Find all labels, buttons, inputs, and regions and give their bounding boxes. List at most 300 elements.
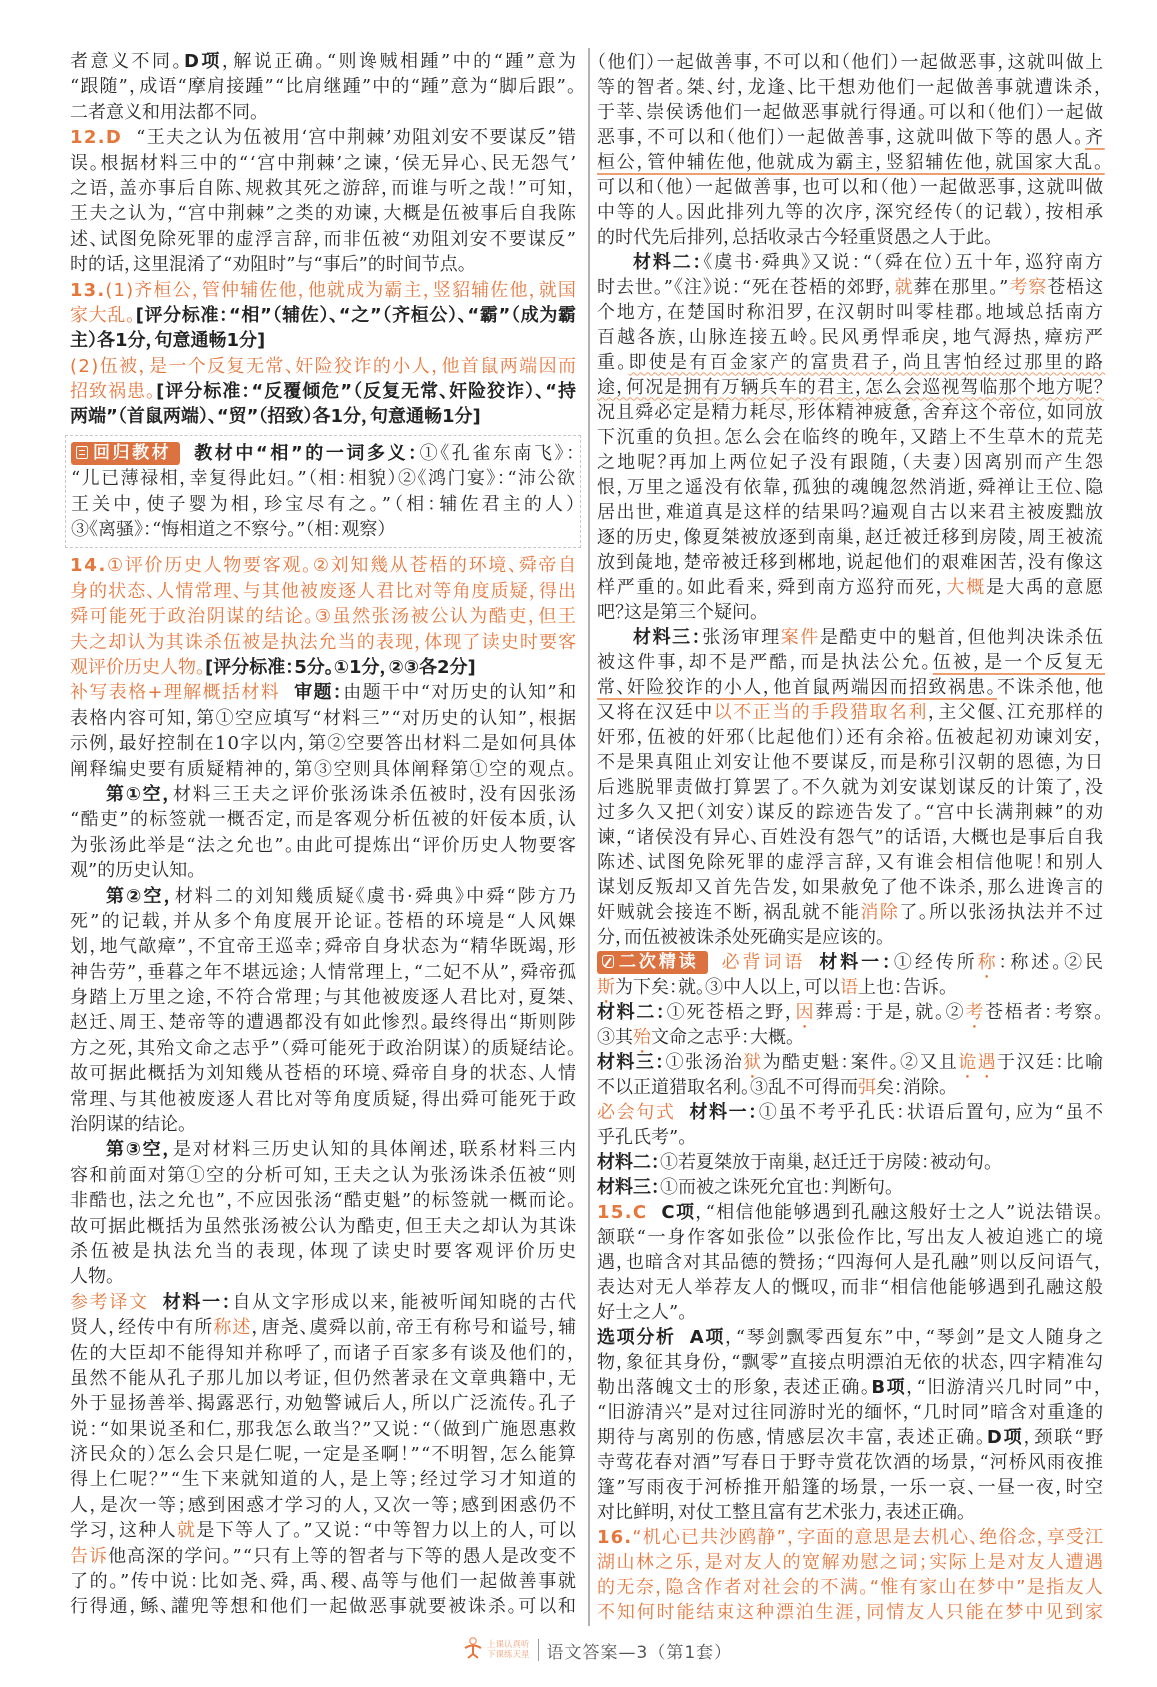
text-run: 为下矣：就。③中人以上，可以	[615, 976, 840, 998]
line-content	[71, 468, 576, 489]
text-line	[70, 909, 579, 934]
line-content	[106, 784, 578, 805]
textbook-review-box	[65, 435, 581, 549]
line-content	[597, 77, 1105, 98]
text-run: 表格内容可知，第①空应填写“材料三”“对历史的认知”，根据	[70, 707, 578, 729]
text-run: 是大禹的意愿	[986, 576, 1105, 598]
line-content	[70, 1343, 577, 1364]
line-content	[70, 936, 577, 957]
text-line	[597, 550, 1103, 575]
translation-block	[597, 50, 1106, 950]
highlighted-text: 观评价历史人物。	[70, 656, 205, 678]
highlighted-text: 必背词语	[721, 951, 806, 973]
line-content	[70, 1216, 577, 1237]
textbook-icon	[76, 446, 88, 459]
text-line	[70, 1137, 576, 1162]
line-content	[70, 1292, 578, 1313]
text-run: 篷”写雨夜于河桥推开船篷的场景，一乐一哀、一昼一夜，时空	[597, 1476, 1105, 1498]
text-run: 中等的人。因此排列九等的次序，深究经传（的记载），按相承	[597, 201, 1105, 223]
text-run: 况且舜必定是精力耗尽，形体精神疲惫，舍弃这个帝位，如同放	[597, 401, 1104, 423]
highlighted-text: 湖山林之乐，是对友人的宽解劝慰之词；实际上是对友人遭遇	[597, 1551, 1105, 1573]
line-content	[70, 987, 577, 1008]
line-content	[597, 452, 1105, 473]
line-content	[597, 1427, 1105, 1448]
line-content	[597, 952, 1106, 973]
line-content	[71, 494, 578, 515]
line-content	[70, 1469, 578, 1490]
answer-block	[70, 49, 579, 430]
text-run: ①而被之诛死允宜也：判断句。	[660, 1176, 894, 1198]
line-content	[597, 127, 1105, 148]
text-line	[70, 404, 576, 429]
column-divider	[588, 48, 590, 1626]
text-run: 逐的历史，像夏桀被放逐到南巢，赵迁被迁移到房陵，周王被流	[597, 526, 1104, 548]
text-line	[597, 575, 1103, 600]
bold-label: 材料三：	[633, 626, 703, 648]
line-content	[597, 702, 1104, 723]
text-line	[70, 1569, 576, 1594]
highlighted-text: (2)伍被，是一个反复无常、奸险狡诈的小人，他首鼠两端因而	[70, 355, 578, 377]
line-content	[70, 1317, 577, 1338]
text-line	[71, 492, 579, 517]
text-line	[70, 1163, 576, 1188]
text-line	[597, 275, 1103, 300]
line-content	[71, 519, 386, 540]
text-run: 下沉重的负担。怎么会在临终的晚年，又踏上不生草木的荒芜	[597, 426, 1105, 448]
text-line	[597, 225, 1103, 250]
text-line	[70, 74, 576, 99]
text-line	[70, 1391, 576, 1416]
highlighted-text: 就	[177, 1520, 197, 1542]
text-line	[597, 950, 1106, 975]
line-content	[70, 1012, 577, 1033]
bold-label: 材料一：	[819, 951, 894, 973]
text-run: 恨，万里之遥没有依靠，孤独的魂魄忽然消逝，舜禅让王位、隐	[597, 476, 1105, 498]
line-content	[597, 527, 1104, 548]
text-line	[597, 200, 1103, 225]
highlighted-text: 不知何时能结束这种漂泊生涯，同情友人只能在梦中见到家	[597, 1601, 1105, 1623]
slogan-line: 上课认真听	[487, 1640, 530, 1650]
text-line	[70, 1188, 576, 1213]
text-run: 《虞书·舜典》又说：“（舜在位）五十年，巡狩南方	[703, 251, 1105, 273]
text-run: 于汉廷：比喻	[997, 1051, 1105, 1073]
line-content	[70, 356, 577, 377]
text-line	[597, 1375, 1103, 1400]
line-content	[70, 657, 476, 678]
text-run: ，“旧游清兴几时同”中，	[906, 1376, 1105, 1398]
text-run: 恶事，不可以和（他们）一起做善事，这就叫做下等的愚人。	[597, 126, 1085, 148]
bold-label: 教材中“相”的一词多义：	[194, 442, 420, 464]
text-run: 可以和（他）一起做善事，也可以和（他）一起做恶事，这就叫做	[597, 176, 1105, 198]
text-run: 阐释编史要有质疑精神的，第③空则具体阐释第①空的观点。	[70, 758, 578, 780]
text-line	[597, 1275, 1103, 1300]
text-run: ，主父偃、江充那样的	[927, 701, 1105, 723]
line-content	[70, 555, 578, 576]
text-run: 划，地气歊瘴”，不宜帝王巡幸；舜帝自身状态为“精华既竭，形	[70, 936, 578, 958]
text-line	[597, 900, 1103, 925]
text-run: ，“相信他能够遇到孔融这般好士之人”说法错误。	[695, 1201, 1105, 1223]
highlighted-text: 考察	[1009, 276, 1048, 298]
text-line	[597, 175, 1103, 200]
text-line	[597, 525, 1103, 550]
line-content	[70, 835, 577, 856]
text-run: ，“琴剑飘零西复东”中，“琴剑”是文人随身之	[725, 1326, 1105, 1348]
text-run: 好士之人”。	[597, 1301, 688, 1323]
text-run: 陈述、试图免除死罪的虚浮言辞，又有谁会相信他呢！和别人	[597, 851, 1105, 873]
line-content	[70, 860, 196, 881]
line-content	[597, 327, 1105, 348]
line-content	[70, 1114, 187, 1135]
bold-label: 材料一：	[689, 1101, 759, 1123]
text-line	[597, 1025, 1103, 1050]
text-line	[70, 884, 579, 909]
text-line	[597, 1125, 1103, 1150]
line-content	[70, 381, 577, 402]
text-line	[70, 1341, 576, 1366]
question-number: 14.	[70, 555, 107, 577]
text-line	[597, 500, 1103, 525]
text-run: 赵迁、周王、楚帝等的遭遇都没有如此惨烈。最终得出“斯则陟	[70, 1012, 578, 1034]
line-content	[597, 1577, 1104, 1598]
text-run: 材料二的刘知幾质疑《虞书·舜典》中舜“陟方乃	[174, 885, 579, 907]
text-run: 葬焉：于是，就。②	[815, 1001, 966, 1023]
key-points-block	[597, 950, 1106, 1200]
text-run: ①若夏桀放于南巢，赵迁迁于房陵：被动句。	[660, 1151, 993, 1173]
text-run: 神告劳”，垂暮之年不堪远途；人情常理上，“二妃不从”，舜帝孤	[70, 961, 578, 983]
text-line	[597, 1450, 1103, 1475]
key-word: 语	[840, 976, 858, 998]
line-content	[70, 809, 577, 830]
text-line	[71, 466, 575, 491]
text-line	[597, 1325, 1103, 1350]
text-line	[597, 625, 1103, 650]
line-content	[597, 777, 1104, 798]
bold-label: 材料一：	[162, 1291, 233, 1313]
text-line	[597, 325, 1106, 350]
section-badge	[597, 951, 708, 974]
text-run: 不诛杀他，他	[997, 676, 1105, 698]
text-line	[597, 850, 1103, 875]
text-line	[70, 100, 576, 125]
line-content	[597, 827, 1104, 848]
line-content	[70, 153, 578, 174]
text-line	[70, 176, 576, 201]
text-line	[70, 1061, 576, 1086]
badge-label: 二次精读	[619, 951, 699, 972]
text-run: 颔联“一身作客如张俭”以张俭作比，写出友人被迫逃亡的境	[597, 1226, 1105, 1248]
line-content	[70, 1190, 577, 1211]
page-footer	[462, 1636, 732, 1664]
text-run: 时去世。”《注》说：“死在苍梧的郊野，	[597, 276, 895, 298]
text-run: “酷吏”的标签就一概否定，而是客观分析伍被的奸佞本质，认	[70, 809, 578, 831]
highlighted-text: 身的状态、人情常理、与其他被废逐人君比对等角度质疑，得出	[70, 580, 577, 602]
highlighted-text: 告诉	[70, 1545, 109, 1567]
bold-label: 材料三：	[597, 1176, 660, 1198]
text-run: 对比鲜明，对仗工整且富有艺术张力，表述正确。	[597, 1501, 966, 1523]
text-run: 百越各族，山脉连接五岭。民风勇悍乖戾，地气溽热，瘴疠严	[597, 326, 1106, 348]
text-line	[70, 1010, 576, 1035]
line-content	[597, 977, 948, 998]
line-content	[70, 305, 577, 326]
text-line	[70, 706, 576, 731]
text-line	[70, 1315, 576, 1340]
text-run: 杀伍被是执法允当的表现，体现了读史时要客观评价历史	[70, 1240, 579, 1262]
text-line	[597, 725, 1103, 750]
text-line	[597, 1600, 1103, 1625]
text-line	[71, 441, 578, 466]
line-content	[597, 877, 1104, 898]
text-run: 时的话，这里混淆了“劝阻时”与“事后”的时间节点。	[70, 254, 467, 276]
text-run: 了。所以张汤执法并不过	[899, 901, 1105, 923]
text-line	[70, 379, 576, 404]
text-line	[70, 1493, 576, 1518]
text-line	[597, 425, 1103, 450]
text-line	[70, 782, 576, 807]
text-line	[70, 680, 576, 705]
text-line	[70, 1518, 576, 1543]
text-run: 学习，这种人	[70, 1520, 178, 1542]
highlighted-text: “机心已共沙鸥静”，字面的意思是去机心、绝俗念，享受江	[632, 1526, 1105, 1548]
line-content	[70, 178, 577, 199]
left-column	[70, 49, 579, 1620]
bold-label: [评分标准：5分。①1分，②③各2分]	[205, 656, 476, 678]
text-run: 于莘、崇侯诱他们一起做恶事就行得通。可以和（他们）一起做	[597, 101, 1105, 123]
text-run: ，颈联“野	[1023, 1426, 1105, 1448]
line-content	[597, 502, 1104, 523]
highlighted-text: 称述	[213, 1317, 252, 1339]
text-run: 故可据此概括为虽然张汤被公认为酷吏，但王夫之却认为其诛	[70, 1215, 578, 1237]
text-run: ：称述。②民	[998, 951, 1106, 973]
line-content	[597, 1302, 687, 1323]
text-line	[70, 858, 576, 883]
line-content	[106, 886, 578, 907]
text-run: 得上仁呢？”“生下来就知道的人，是上等；经过学习才知道的	[70, 1469, 578, 1491]
footer-separator	[538, 1639, 539, 1661]
line-content	[597, 402, 1104, 423]
text-run: 王关中，使子婴为相，珍宝尽有之。”（相：辅佐君主的人）	[71, 493, 579, 515]
text-line	[70, 1239, 579, 1264]
line-content	[70, 1444, 577, 1465]
key-word: 因	[795, 1001, 816, 1023]
text-run: 人物。	[70, 1266, 115, 1288]
text-run: 自从文字形成以来，能被听闻知晓的古代	[232, 1291, 578, 1313]
text-run: 方之死，其殆文命之志乎”（舜可能死于政治阴谋）的质疑结论。	[70, 1037, 578, 1059]
text-run: 苍梧者：考察。	[985, 1001, 1105, 1023]
bold-label: 第①空，	[106, 783, 174, 805]
line-content	[70, 606, 577, 627]
line-content	[70, 254, 467, 275]
line-content	[597, 1552, 1104, 1573]
underlined-text: 常、奸险狡诈的小人，他首鼠两端因而招致祸患。	[597, 676, 998, 698]
key-word: 斯	[597, 976, 615, 998]
text-run: 王夫之认为，“宫中荆棘”之类的劝谏，大概是伍被事后自我陈	[70, 203, 578, 225]
text-run: 说：“如果说圣和仁，那我怎么敢当？”又说：“（做到广施恩惠救	[70, 1418, 578, 1440]
text-line	[70, 1290, 576, 1315]
text-run: 又将在汉廷中	[597, 701, 714, 723]
right-column	[597, 50, 1106, 1625]
text-run: ①经传所	[893, 951, 978, 973]
bold-label: C项	[661, 1201, 696, 1223]
line-content	[597, 1027, 795, 1048]
text-run: 的时代先后排列，总括收录古今轻重贤愚之人于此。	[597, 226, 993, 248]
text-run: 个地方，在楚国时称汨罗，在汉朝时叫零桂郡。地域总括南方	[597, 301, 1105, 323]
line-content	[70, 1596, 578, 1617]
wavy-underlined-text: 途，何况是拥有万辆兵车的君主，怎么会巡视驾临那个地方呢？	[597, 376, 1104, 398]
text-run: 由题干中“对历史的认知”和	[343, 682, 578, 704]
line-content	[597, 52, 1104, 73]
text-run: 样严重的。如此看来，舜到南方巡狩而死，	[597, 576, 947, 598]
text-line	[597, 700, 1103, 725]
text-line	[597, 75, 1103, 100]
line-content	[597, 752, 1104, 773]
line-content	[70, 1089, 577, 1110]
text-run: 误。根据材料三中的“‘宫中荆棘’之谏，‘侯无异心、民无怨气’	[70, 152, 578, 174]
text-line	[597, 1350, 1103, 1375]
line-content	[70, 1546, 577, 1567]
text-line	[597, 400, 1103, 425]
line-content	[70, 1419, 577, 1440]
reading-icon	[602, 955, 614, 968]
line-content	[70, 1368, 577, 1389]
text-line	[597, 1400, 1103, 1425]
bold-label: 材料二：	[597, 1001, 667, 1023]
text-line	[597, 375, 1103, 400]
text-run: ①虽不考乎孔氏：状语后置句，应为“虽不	[758, 1101, 1105, 1123]
text-line	[70, 278, 576, 303]
text-line	[597, 775, 1103, 800]
highlighted-text: ①评价历史人物要客观。②刘知幾从苍梧的环境、舜帝自	[107, 555, 578, 577]
text-line	[597, 1500, 1103, 1525]
key-word: 考	[965, 1001, 985, 1023]
line-content	[633, 252, 1105, 273]
line-content	[597, 552, 1104, 573]
text-run: 居出世，难道真是这样的结果吗？遍观自古以来君主被废黜放	[597, 501, 1105, 523]
text-line	[70, 1087, 576, 1112]
highlighted-text: 参考译文	[70, 1291, 149, 1313]
text-run: 矣：消除。	[876, 1076, 948, 1098]
text-line	[70, 960, 576, 985]
bold-label: A项	[689, 1326, 726, 1348]
line-content	[70, 911, 578, 932]
bold-label: 选项分析	[597, 1326, 676, 1348]
key-word: 殆	[633, 1026, 651, 1048]
text-line	[70, 201, 576, 226]
text-run: （他们）一起做善事，不可以和（他们）一起做恶事，这就叫做上	[597, 51, 1105, 73]
text-line	[597, 800, 1103, 825]
text-run: 常理、与其他被废逐人君比对等角度质疑，得出舜可能死于政	[70, 1088, 578, 1110]
line-content	[70, 1038, 577, 1059]
line-content	[597, 477, 1104, 498]
text-run: 外于显扬善举、揭露恶行，劝勉警诫后人，所以广泛流传。孔子	[70, 1393, 578, 1415]
line-content	[597, 102, 1104, 123]
text-run: 了的。”传中说：比如尧、舜，禹、稷、卨等与他们一起做善事就	[70, 1571, 578, 1593]
line-content	[597, 927, 885, 948]
line-content	[70, 1266, 115, 1287]
line-content	[597, 1352, 1104, 1373]
highlighted-text: 的无奈，隐含作者对社会的不满。“惟有家山在梦中”是指友人	[597, 1576, 1105, 1598]
highlighted-text: 消除	[860, 901, 900, 923]
line-content	[597, 1052, 1105, 1073]
text-run: 虽然不能从孔子那儿加以考证，但仍然著录在文章典籍中，无	[70, 1367, 578, 1389]
bold-label: 两端”（首鼠两端）、“贸”（招致）各1分，句意通畅1分]	[70, 406, 481, 428]
text-line	[70, 1112, 576, 1137]
line-content	[70, 203, 577, 224]
text-run: 他高深的学问。”“只有上等的智者与下等的愚人是改变不	[108, 1545, 578, 1567]
text-run: 不以正道猎取名利。③乱不可得而	[597, 1076, 858, 1098]
line-content	[70, 330, 265, 351]
line-content	[597, 1277, 1104, 1298]
text-line	[70, 252, 576, 277]
text-run: 上也：告诉。	[858, 976, 948, 998]
line-content	[70, 682, 578, 703]
text-line	[597, 1475, 1103, 1500]
text-line	[70, 1417, 576, 1442]
text-run: ，解说正确。“则谗贼相踵”中的“踵”意为	[221, 51, 579, 72]
text-run: 行得通，鲧、讙兜等想和他们一起做恶事就要被诛杀。可以和	[70, 1596, 578, 1618]
text-line	[70, 1467, 576, 1492]
line-content	[70, 1063, 577, 1084]
line-content	[597, 302, 1105, 323]
bold-label: [评分标准：“相”（辅佐）、“之”（齐桓公）、“霸”（成为霸	[135, 304, 577, 326]
line-content	[597, 1077, 948, 1098]
text-line	[70, 579, 576, 604]
text-line	[70, 1036, 576, 1061]
text-run: 张汤审理	[702, 626, 781, 648]
text-run: 苍梧这	[1047, 276, 1105, 298]
text-run: 人，是次一等；感到困惑才学习的人，又次一等；感到困惑仍不	[70, 1494, 578, 1516]
text-run: ①《孔雀东南飞》：	[419, 442, 578, 464]
text-line	[597, 675, 1103, 700]
line-content	[597, 1227, 1105, 1248]
bold-label: B项	[871, 1376, 907, 1398]
line-content	[70, 51, 578, 72]
text-run: ①死苍梧之野，	[666, 1001, 796, 1023]
text-line	[70, 354, 576, 379]
line-content	[597, 1502, 966, 1523]
text-run: 贤人，经传中有所	[70, 1317, 214, 1339]
underlined-text: 桓公，管仲辅佐他，他就成为霸主，竖貂辅佐他，就国家大乱。	[597, 151, 1105, 173]
text-line	[70, 1544, 576, 1569]
badge-label: 回归教材	[93, 442, 172, 463]
line-content	[597, 1377, 1104, 1398]
text-run: 奸贼就会接连不断，祸乱就不能	[597, 901, 861, 923]
question-number: 12.D	[70, 127, 123, 149]
line-content	[597, 1252, 1104, 1273]
line-content	[597, 1477, 1104, 1498]
text-run: 表达对无人举荐友人的慨叹，而非“相信他能够遇到孔融这般	[597, 1276, 1105, 1298]
slogan-line: 下课练天星	[487, 1650, 530, 1660]
line-content	[70, 759, 577, 780]
text-line	[597, 650, 1106, 675]
text-line	[597, 1200, 1103, 1225]
line-content	[70, 1241, 579, 1262]
slogan	[487, 1640, 530, 1660]
highlighted-text: 补写表格+理解概括材料	[70, 682, 281, 704]
line-content	[597, 1127, 687, 1148]
question-number: 13.	[70, 279, 106, 301]
bold-label: 材料二：	[633, 251, 704, 273]
text-line	[597, 125, 1103, 150]
key-word: 狱	[743, 1051, 763, 1073]
text-run: 容和前面对第①空的分析可知，王夫之认为张汤诛杀伍被“则	[70, 1164, 578, 1186]
line-content	[597, 1177, 894, 1198]
text-run: 死”的记载，并从多个角度展开论证。苍梧的环境是“人风婐	[70, 910, 579, 932]
line-content	[70, 962, 577, 983]
text-run: 佐的大臣却不能得知并称呼了，而诸子百家多有谈及他们的，	[70, 1342, 578, 1364]
text-line	[70, 630, 576, 655]
text-run: 二者意义和用法都不同。	[70, 101, 259, 123]
text-run: “王夫之认为伍被用‘宫中荆棘’劝阻刘安不要谋反”错	[136, 127, 578, 149]
